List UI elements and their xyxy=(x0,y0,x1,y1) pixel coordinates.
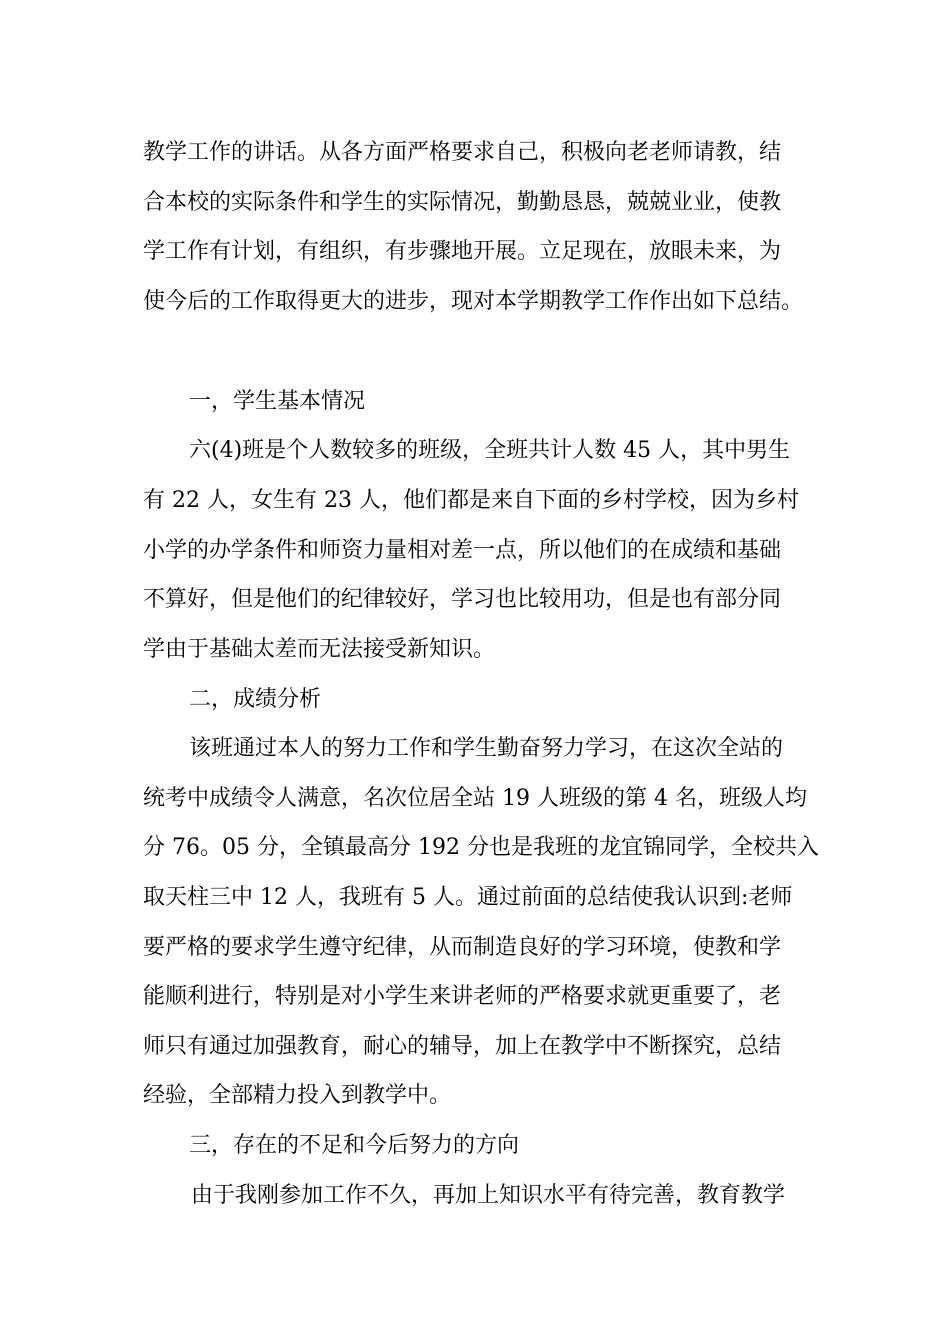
section-1-line-4: 不算好，但是他们的纪律较好，学习也比较用功，但是也有部分同 xyxy=(143,587,782,612)
section-heading-3: 三，存在的不足和今后努力的方向 xyxy=(189,1133,520,1158)
section-1-line-2: 有 22 人，女生有 23 人，他们都是来自下面的乡村学校，因为乡村 xyxy=(143,488,799,513)
section-3-line-1: 由于我刚参加工作不久，再加上知识水平有待完善，教育教学 xyxy=(191,1183,786,1208)
intro-line-2: 合本校的实际条件和学生的实际情况，勤勤恳恳，兢兢业业，使教 xyxy=(143,190,782,215)
section-2-line-3: 分 76。05 分，全镇最高分 192 分也是我班的龙宜锦同学，全校共入 xyxy=(143,835,819,860)
section-2-line-5: 要严格的要求学生遵守纪律，从而制造良好的学习环境，使教和学 xyxy=(143,935,782,960)
section-2-line-2: 统考中成绩令人满意，名次位居全站 19 人班级的第 4 名，班级人均 xyxy=(143,786,807,811)
section-1-line-1: 六(4)班是个人数较多的班级，全班共计人数 45 人，其中男生 xyxy=(189,438,791,463)
intro-line-4: 使今后的工作取得更大的进步，现对本学期教学工作作出如下总结。 xyxy=(143,289,804,314)
section-2-line-6: 能顺利进行，特别是对小学生来讲老师的严格要求就更重要了，老 xyxy=(143,984,782,1009)
section-2-line-7: 师只有通过加强教育，耐心的辅导，加上在教学中不断探究，总结 xyxy=(143,1034,782,1059)
section-2-line-4: 取天柱三中 12 人，我班有 5 人。通过前面的总结使我认识到:老师 xyxy=(143,885,793,910)
section-2-line-8: 经验，全部精力投入到教学中。 xyxy=(143,1083,452,1108)
section-1-line-3: 小学的办学条件和师资力量相对差一点，所以他们的在成绩和基础 xyxy=(143,538,782,563)
intro-line-3: 学工作有计划，有组织，有步骤地开展。立足现在，放眼未来，为 xyxy=(143,239,782,264)
intro-line-1: 教学工作的讲话。从各方面严格要求自己，积极向老老师请教，结 xyxy=(143,140,782,165)
section-heading-1: 一，学生基本情况 xyxy=(189,389,366,414)
section-1-line-5: 学由于基础太差而无法接受新知识。 xyxy=(143,637,496,662)
section-2-line-1: 该班通过本人的努力工作和学生勤奋努力学习，在这次全站的 xyxy=(189,736,784,761)
section-heading-2: 二，成绩分析 xyxy=(189,687,322,712)
